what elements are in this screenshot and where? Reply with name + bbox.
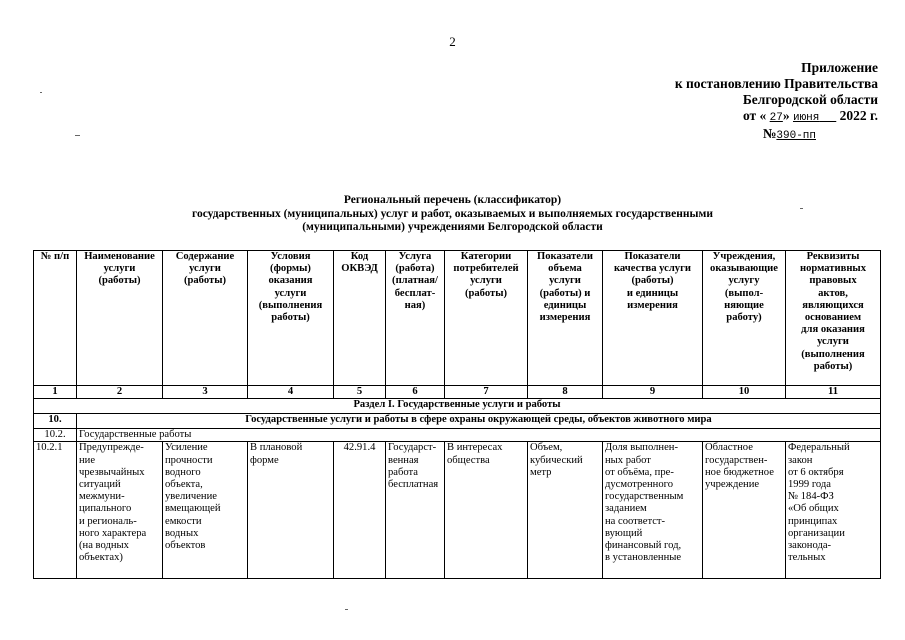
cell-line: (работы) xyxy=(183,275,227,287)
cell-line: Содержание xyxy=(175,251,235,262)
cell-line: Федеральный xyxy=(788,442,850,454)
cell-line: заданием xyxy=(605,503,647,515)
cell-line: нормативных xyxy=(800,263,866,275)
cell-line: ситуаций xyxy=(79,479,121,491)
cell-line: единицы xyxy=(543,299,587,311)
appendix-number xyxy=(560,126,878,144)
cell-line: услуги xyxy=(549,275,581,287)
date-year: 2022 г. xyxy=(839,108,878,123)
cell-line: ное бюджетное xyxy=(705,466,774,478)
scan-mark xyxy=(75,135,80,136)
cell-line: принципах xyxy=(788,515,838,527)
cell-line: услуги xyxy=(817,336,849,348)
cell-line: водного xyxy=(165,466,201,478)
subsection-row xyxy=(34,414,881,429)
cell-line: объектах) xyxy=(79,552,123,564)
cell-line: № п/п xyxy=(40,251,70,262)
document-title xyxy=(0,194,905,235)
cell-line: объекта, xyxy=(165,479,203,491)
cell-line: «Об общих xyxy=(788,503,839,515)
date-prefix: от « xyxy=(742,108,767,123)
row-content xyxy=(163,442,248,579)
column-number: 8 xyxy=(528,386,603,399)
header-cell xyxy=(786,251,881,386)
cell-line: (выполнения xyxy=(801,348,865,360)
title-line-2: государственных (муниципальных) услуг и работ, оказываемых и выполняемых государственными xyxy=(192,207,713,220)
cell-line: Реквизиты xyxy=(806,251,860,262)
scan-mark xyxy=(345,609,348,610)
cell-line: оказывающие xyxy=(710,263,778,275)
cell-line: основанием xyxy=(804,312,862,324)
header-cell xyxy=(445,251,528,386)
cell-line: водных xyxy=(165,527,199,539)
appendix-line-1: Приложение xyxy=(801,60,878,75)
cell-line: (работы) xyxy=(464,287,508,299)
cell-line: бесплат- xyxy=(394,287,436,299)
number-prefix: № xyxy=(762,126,777,141)
cell-line: емкости xyxy=(165,515,202,527)
group-title: Государственные работы xyxy=(77,429,881,442)
cell-line: тельных xyxy=(788,552,826,564)
section-title: Раздел I. Государственные услуги и работы xyxy=(34,399,881,414)
cell-line: измерения xyxy=(627,299,678,311)
cell-line: и региональ- xyxy=(79,515,137,527)
column-number: 4 xyxy=(248,386,334,399)
cell-line: Услуга xyxy=(398,251,432,262)
cell-line: актов, xyxy=(818,287,848,299)
cell-line: являющихся xyxy=(802,299,864,311)
column-number: 11 xyxy=(786,386,881,399)
header-cell xyxy=(34,251,77,386)
subsection-number: 10. xyxy=(34,414,77,429)
cell-line: (выпол- xyxy=(724,287,764,299)
cell-line: вующий xyxy=(605,527,643,539)
column-number: 9 xyxy=(603,386,703,399)
cell-line: (на водных xyxy=(79,540,129,552)
column-number: 6 xyxy=(386,386,445,399)
row-paid xyxy=(386,442,445,579)
cell-line: работу) xyxy=(726,312,762,324)
column-number: 10 xyxy=(703,386,786,399)
cell-line: В интересах xyxy=(447,442,503,454)
column-number: 7 xyxy=(445,386,528,399)
cell-line: общества xyxy=(447,454,490,466)
row-volume xyxy=(528,442,603,579)
column-number: 5 xyxy=(334,386,386,399)
table-header-row xyxy=(34,251,881,386)
cell-line: государственным xyxy=(605,491,684,503)
appendix-line-2: к постановлению Правительства xyxy=(674,76,878,91)
subsection-title: Государственные услуги и работы в сфере охраны окружающей среды, объектов животного мира xyxy=(77,414,881,429)
cell-line: (работы) xyxy=(631,275,674,287)
cell-line: (выполнения xyxy=(258,299,323,311)
cell-line: услуги xyxy=(189,263,221,275)
cell-line: на соответст- xyxy=(605,515,666,527)
cell-line: от 6 октября xyxy=(788,466,844,478)
cell-line: работа xyxy=(388,466,419,478)
cell-line: правовых xyxy=(809,275,857,287)
row-institutions xyxy=(703,442,786,579)
cell-line: (работа) xyxy=(395,263,435,275)
cell-line: объектов xyxy=(165,540,206,552)
cell-line: потребителей xyxy=(453,263,519,275)
cell-line: услуги xyxy=(470,275,502,287)
appendix-block xyxy=(560,60,878,144)
cell-line: увеличение xyxy=(165,491,217,503)
cell-line: от объёма, пре- xyxy=(605,466,674,478)
cell-line: Наименование xyxy=(84,251,155,262)
cell-line: Показатели xyxy=(624,251,681,262)
cell-line: вмещающей xyxy=(165,503,221,515)
header-cell xyxy=(603,251,703,386)
header-cell xyxy=(248,251,334,386)
row-requisites xyxy=(786,442,881,579)
cell-line: 1999 года xyxy=(788,479,832,491)
classifier-table xyxy=(33,250,881,579)
date-mid: » xyxy=(782,108,790,123)
row-quality xyxy=(603,442,703,579)
section-row xyxy=(34,399,881,414)
date-day: 27 xyxy=(769,112,783,124)
column-number: 2 xyxy=(77,386,163,399)
cell-line: Показатели xyxy=(536,251,593,262)
cell-line: Доля выполнен- xyxy=(605,442,678,454)
cell-line: работы) xyxy=(271,312,310,324)
cell-line: Областное xyxy=(705,442,753,454)
cell-line: ципального xyxy=(79,503,132,515)
page-number: 2 xyxy=(449,34,456,49)
cell-line: (работы) и xyxy=(539,287,591,299)
cell-line: ных работ xyxy=(605,454,651,466)
title-line-3: (муниципальными) учреждениями Белгородской области xyxy=(302,221,603,233)
row-number: 10.2.1 xyxy=(34,442,77,579)
cell-line: услуги xyxy=(103,263,136,275)
column-number-row xyxy=(34,386,881,399)
cell-line: Предупрежде- xyxy=(79,442,144,454)
cell-line: услугу xyxy=(728,275,760,287)
cell-line: бесплатная xyxy=(388,479,439,491)
cell-line: качества услуги xyxy=(613,263,692,275)
cell-line: форме xyxy=(250,454,279,466)
cell-line: и единицы xyxy=(626,287,679,299)
cell-line: (формы) xyxy=(270,263,311,275)
header-cell xyxy=(334,251,386,386)
scan-mark xyxy=(40,92,42,93)
cell-line: метр xyxy=(530,466,552,478)
cell-line: Учреждения, xyxy=(712,251,776,262)
cell-line: организации xyxy=(788,527,845,539)
row-okved: 42.91.4 xyxy=(334,442,386,579)
column-number: 1 xyxy=(34,386,77,399)
title-line-1: Региональный перечень (классификатор) xyxy=(343,194,562,206)
cell-line: дусмотренного xyxy=(605,479,674,491)
date-month: июня xyxy=(792,112,820,124)
header-cell xyxy=(528,251,603,386)
cell-line: закон xyxy=(788,454,813,466)
cell-line: кубический xyxy=(530,454,583,466)
header-cell xyxy=(77,251,163,386)
appendix-line-3: Белгородской области xyxy=(742,92,878,107)
cell-line: (работы) xyxy=(98,275,141,287)
column-number: 3 xyxy=(163,386,248,399)
cell-line: Код xyxy=(350,251,369,262)
group-number: 10.2. xyxy=(34,429,77,442)
cell-line: (платная/ xyxy=(392,275,438,287)
cell-line: прочности xyxy=(165,454,213,466)
number-value: 390-пп xyxy=(776,130,816,142)
cell-line: Государст- xyxy=(388,442,437,454)
group-row xyxy=(34,429,881,442)
cell-line: няющие xyxy=(724,299,764,311)
cell-line: услуги xyxy=(274,287,307,299)
table-row xyxy=(34,442,881,579)
cell-line: Категории xyxy=(460,251,512,262)
cell-line: государствен- xyxy=(705,454,768,466)
cell-line: в установленные xyxy=(605,552,682,564)
cell-line: № 184-ФЗ xyxy=(788,491,834,503)
cell-line: чрезвычайных xyxy=(79,466,145,478)
cell-line: финансовый год, xyxy=(605,540,682,552)
cell-line: ние xyxy=(79,454,96,466)
cell-line: межмуни- xyxy=(79,491,125,503)
cell-line: венная xyxy=(388,454,419,466)
appendix-date xyxy=(560,108,878,126)
cell-line: работы) xyxy=(813,360,853,372)
header-cell xyxy=(703,251,786,386)
cell-line: оказания xyxy=(268,275,313,287)
cell-line: измерения xyxy=(539,312,591,324)
row-conditions xyxy=(248,442,334,579)
row-name xyxy=(77,442,163,579)
cell-line: Усиление xyxy=(165,442,208,454)
cell-line: для оказания xyxy=(801,324,865,336)
cell-line: ОКВЭД xyxy=(341,263,378,275)
cell-line: В плановой xyxy=(250,442,303,454)
cell-line: Условия xyxy=(270,251,311,262)
header-cell xyxy=(386,251,445,386)
row-consumers xyxy=(445,442,528,579)
cell-line: ная) xyxy=(404,299,426,311)
header-cell xyxy=(163,251,248,386)
cell-line: учреждение xyxy=(705,479,760,491)
cell-line: Объем, xyxy=(530,442,563,454)
cell-line: ного характера xyxy=(79,527,147,539)
scan-mark xyxy=(800,208,803,209)
cell-line: объема xyxy=(548,263,582,275)
cell-line: законода- xyxy=(788,540,832,552)
